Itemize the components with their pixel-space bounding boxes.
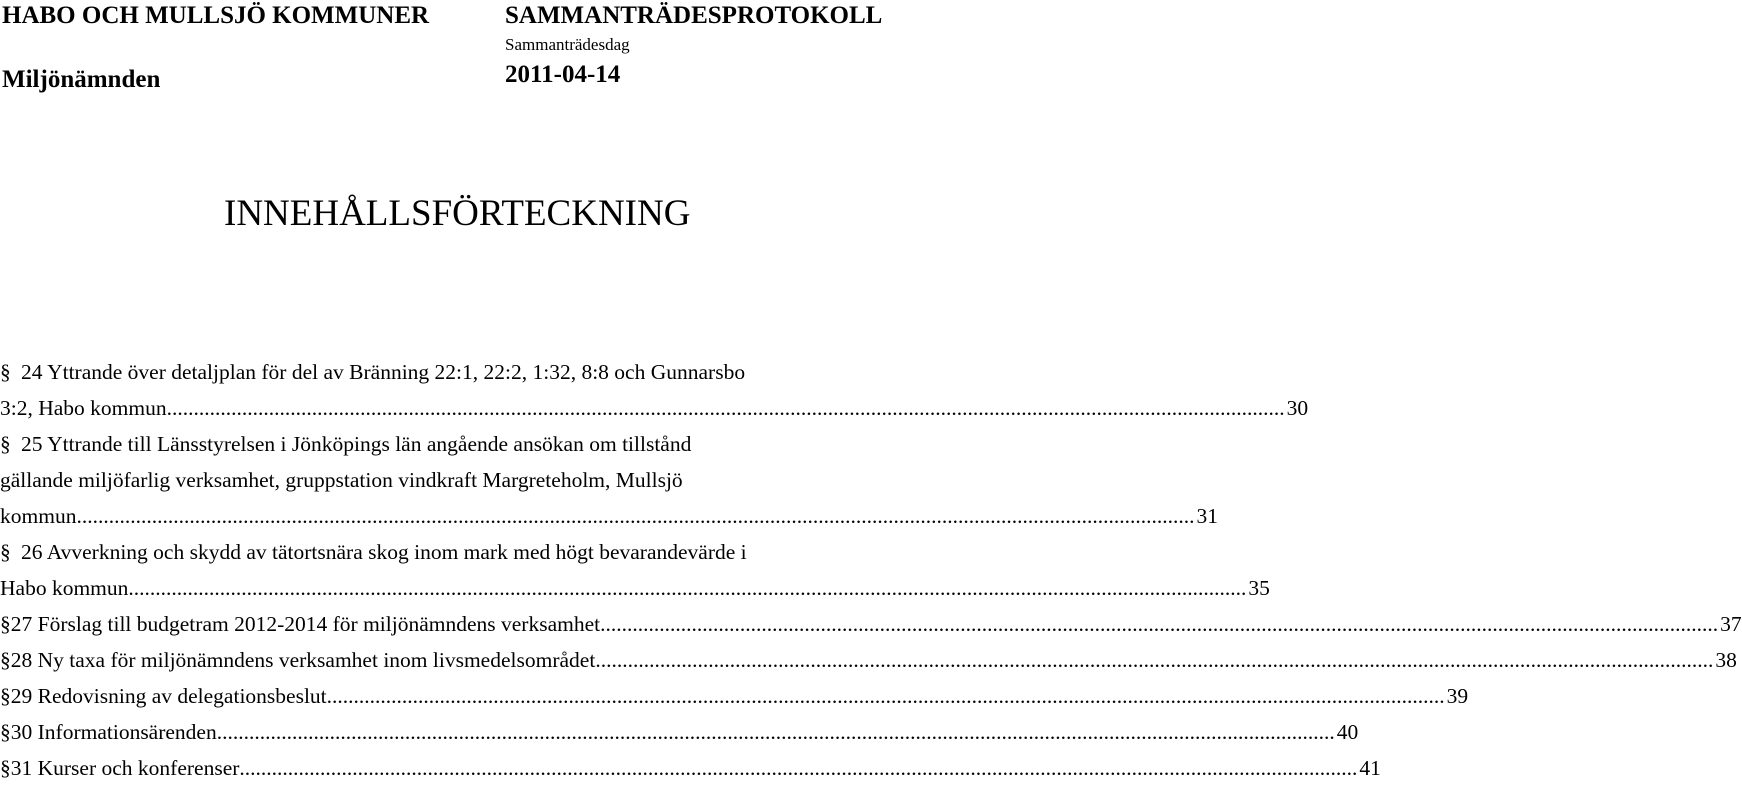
dot-leader: ................................................................................................................................................................................................................ [76, 504, 1195, 528]
toc-entry-text: kommun [0, 504, 77, 528]
toc-entry-text: 30 Informationsärenden [10, 720, 217, 744]
municipality-name: HABO OCH MULLSJÖ KOMMUNER [2, 2, 430, 29]
meeting-date: 2011-04-14 [505, 61, 621, 88]
meeting-date-label: Sammanträdesdag [505, 35, 630, 54]
toc-entry[interactable] [0, 678, 1469, 714]
toc-entry[interactable] [0, 534, 1270, 606]
document-type: SAMMANTRÄDESPROTOKOLL [505, 2, 883, 29]
toc-entry[interactable] [0, 642, 1737, 678]
toc-entry-text: gällande miljöfarlig verksamhet, gruppstation vindkraft Margreteholm, Mullsjö [0, 468, 683, 492]
toc-entry[interactable] [0, 606, 1742, 642]
page-number: 31 [1196, 504, 1218, 528]
section-symbol: § [0, 648, 11, 672]
dot-leader: ................................................................................................................................................................................................................ [128, 576, 1247, 600]
toc-entry[interactable] [0, 750, 1381, 786]
dot-leader: ................................................................................................................................................................................................................ [166, 396, 1285, 420]
page-number: 38 [1715, 648, 1737, 672]
section-symbol: § [0, 360, 11, 384]
page-number: 37 [1720, 612, 1742, 636]
section-symbol: § [0, 756, 11, 780]
toc-entry-text: 29 Redovisning av delegationsbeslut [10, 684, 327, 708]
dot-leader: ................................................................................................................................................................................................................ [326, 684, 1445, 708]
dot-leader: ................................................................................................................................................................................................................ [239, 756, 1358, 780]
toc-entry-text: Habo kommun [0, 576, 129, 600]
board-name: Miljönämnden [2, 66, 161, 93]
page-number: 41 [1359, 756, 1381, 780]
page-number: 39 [1446, 684, 1469, 708]
toc-entry-text: 27 Förslag till budgetram 2012-2014 för miljönämndens verksamhet [10, 612, 601, 636]
toc-entry-text: 31 Kurser och konferenser [10, 756, 240, 780]
toc-entry[interactable] [0, 426, 1218, 534]
dot-leader: ................................................................................................................................................................................................................ [600, 612, 1719, 636]
toc-entry-text: 3:2, Habo kommun [0, 396, 167, 420]
section-symbol: § [0, 684, 11, 708]
section-symbol: § [0, 432, 11, 456]
toc-entry[interactable] [0, 714, 1359, 750]
page-title: INNEHÅLLSFÖRTECKNING [224, 193, 691, 234]
table-of-contents [0, 354, 1742, 786]
toc-entry-text: § 25 Yttrande till Länsstyrelsen i Jönköpings län angående ansökan om tillstånd [0, 426, 955, 462]
page-number: 40 [1336, 720, 1359, 744]
section-symbol: § [0, 540, 11, 564]
toc-entry-text: § 24 Yttrande över detaljplan för del av Bränning 22:1, 22:2, 1:32, 8:8 och Gunnarsbo [0, 354, 955, 390]
dot-leader: ................................................................................................................................................................................................................ [216, 720, 1335, 744]
page-number: 35 [1248, 576, 1270, 600]
section-symbol: § [0, 720, 11, 744]
toc-entry-text: § 26 Avverkning och skydd av tätortsnära skog inom mark med högt bevarandevärde i [0, 534, 955, 570]
page-number: 30 [1286, 396, 1309, 420]
toc-entry[interactable] [0, 354, 1309, 426]
dot-leader: ................................................................................................................................................................................................................ [595, 648, 1714, 672]
section-symbol: § [0, 612, 11, 636]
toc-entry-text: 28 Ny taxa för miljönämndens verksamhet inom livsmedelsområdet [10, 648, 596, 672]
